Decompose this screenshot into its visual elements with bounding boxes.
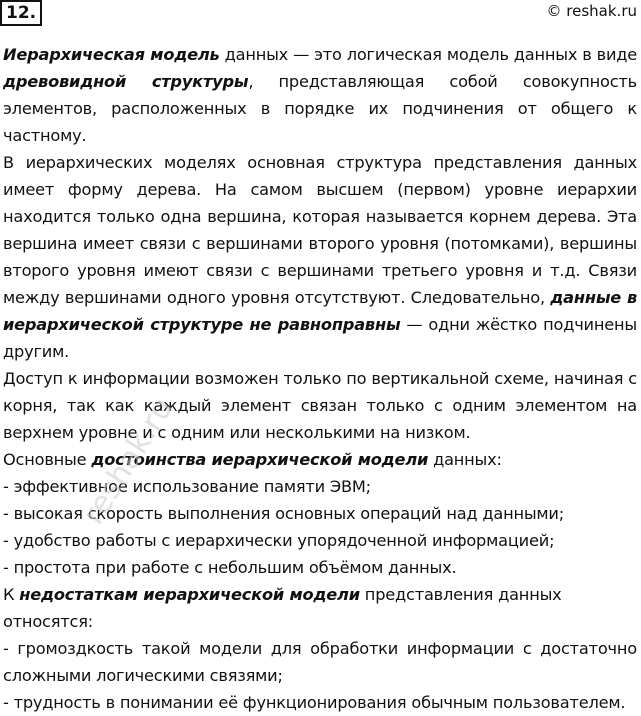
task-number: 12.: [0, 0, 42, 26]
text-segment: Основные: [3, 450, 92, 469]
text-segment: - высокая скорость выполнения основных операций над данными;: [3, 504, 565, 523]
paragraph: [3, 149, 637, 365]
term-highlight: достоинства иерархической модели: [91, 450, 429, 469]
text-segment: - эффективное использование памяти ЭВМ;: [3, 477, 371, 496]
paragraph: [3, 581, 637, 635]
term-highlight: данные в иерархической структуре не равноправны: [3, 288, 637, 334]
paragraph: [3, 500, 637, 527]
paragraph: [3, 554, 637, 581]
text-segment: - удобство работы с иерархически упорядоченной информацией;: [3, 531, 555, 550]
text-segment: В иерархических моделях основная структура представления данных имеет форму дерева. На самом высшем (первом) уровне иерархии находится только одна вершина, которая называется корнем дерева. Эта вершина имеет связи с вершинами второго уровня (потомками), вершины второго уровня имеют связи с вершинами третьего уровня и т.д. Связи между вершинами одного уровня отсутствуют. Следовательно,: [3, 153, 637, 307]
paragraph: [3, 689, 637, 716]
paragraph: [3, 41, 637, 149]
document-body: [3, 41, 637, 716]
term-highlight: недостаткам иерархической модели: [19, 585, 360, 604]
text-segment: - простота при работе с небольшим объёмом данных.: [3, 558, 457, 577]
paragraph: [3, 635, 637, 689]
text-segment: - трудность в понимании её функционирования обычным пользователем.: [3, 693, 626, 712]
paragraph: [3, 365, 637, 446]
text-segment: представления данных относятся:: [3, 585, 562, 631]
term-highlight: Иерархическая модель: [3, 45, 220, 64]
site-label: © reshak.ru: [546, 2, 637, 20]
paragraph: [3, 527, 637, 554]
text-segment: данных:: [428, 450, 502, 469]
term-highlight: древовидной структуры: [3, 72, 249, 91]
watermark: reshak.ru: [76, 392, 181, 531]
text-segment: Доступ к информации возможен только по вертикальной схеме, начиная с корня, так как каждый элемент связан только с одним элементом на верхнем уровне и с одним или несколькими на низком.: [3, 369, 637, 442]
text-segment: , представляющая собой совокупность элементов, расположенных в порядке их подчинения от общего к частному.: [3, 72, 637, 145]
header: [0, 0, 641, 30]
paragraph: [3, 473, 637, 500]
text-segment: данных — это логическая модель данных в виде: [219, 45, 638, 64]
paragraph: [3, 446, 637, 473]
text-segment: — одни жёстко подчинены другим.: [3, 315, 637, 361]
text-segment: - громоздкость такой модели для обработки информации с достаточно сложными логическими связями;: [3, 639, 637, 685]
text-segment: К: [3, 585, 20, 604]
